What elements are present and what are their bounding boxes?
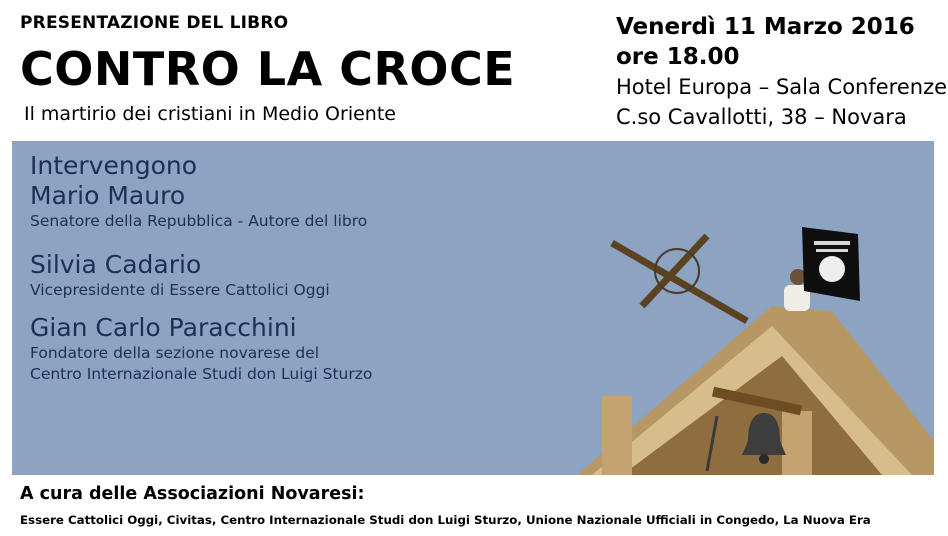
black-flag-icon <box>802 227 860 301</box>
event-details <box>616 12 947 132</box>
speakers-list <box>30 151 372 385</box>
organizers-list: Essere Cattolici Oggi, Civitas, Centro Internazionale Studi don Luigi Sturzo, Unione Nazionale Ufficiali in Congedo, La Nuova Era <box>20 513 871 527</box>
speaker-name: Mario Mauro <box>30 181 186 210</box>
organizers-heading: A cura delle Associazioni Novaresi: <box>20 484 365 504</box>
speakers-banner <box>12 141 934 475</box>
speaker-role: Centro Internazionale Studi don Luigi Sturzo <box>30 365 373 383</box>
speaker-role: Fondatore della sezione novarese del <box>30 344 320 362</box>
event-time: ore 18.00 <box>616 44 740 70</box>
book-presentation-kicker: PRESENTAZIONE DEL LIBRO <box>20 13 289 33</box>
event-address: C.so Cavallotti, 38 – Novara <box>616 105 907 129</box>
speaker-name: Gian Carlo Paracchini <box>30 313 297 342</box>
speaker-role: Senatore della Repubblica - Autore del libro <box>30 212 368 230</box>
speaker-name: Silvia Cadario <box>30 250 202 279</box>
speakers-intro: Intervengono <box>30 151 198 180</box>
church-roof-illustration <box>532 141 934 475</box>
book-subtitle: Il martirio dei cristiani in Medio Oriente <box>24 103 396 125</box>
book-title: CONTRO LA CROCE <box>20 42 516 96</box>
speaker-role: Vicepresidente di Essere Cattolici Oggi <box>30 281 330 299</box>
event-venue: Hotel Europa – Sala Conferenze <box>616 75 948 99</box>
event-date: Venerdì 11 Marzo 2016 <box>616 14 915 40</box>
cross-icon <box>612 236 747 321</box>
